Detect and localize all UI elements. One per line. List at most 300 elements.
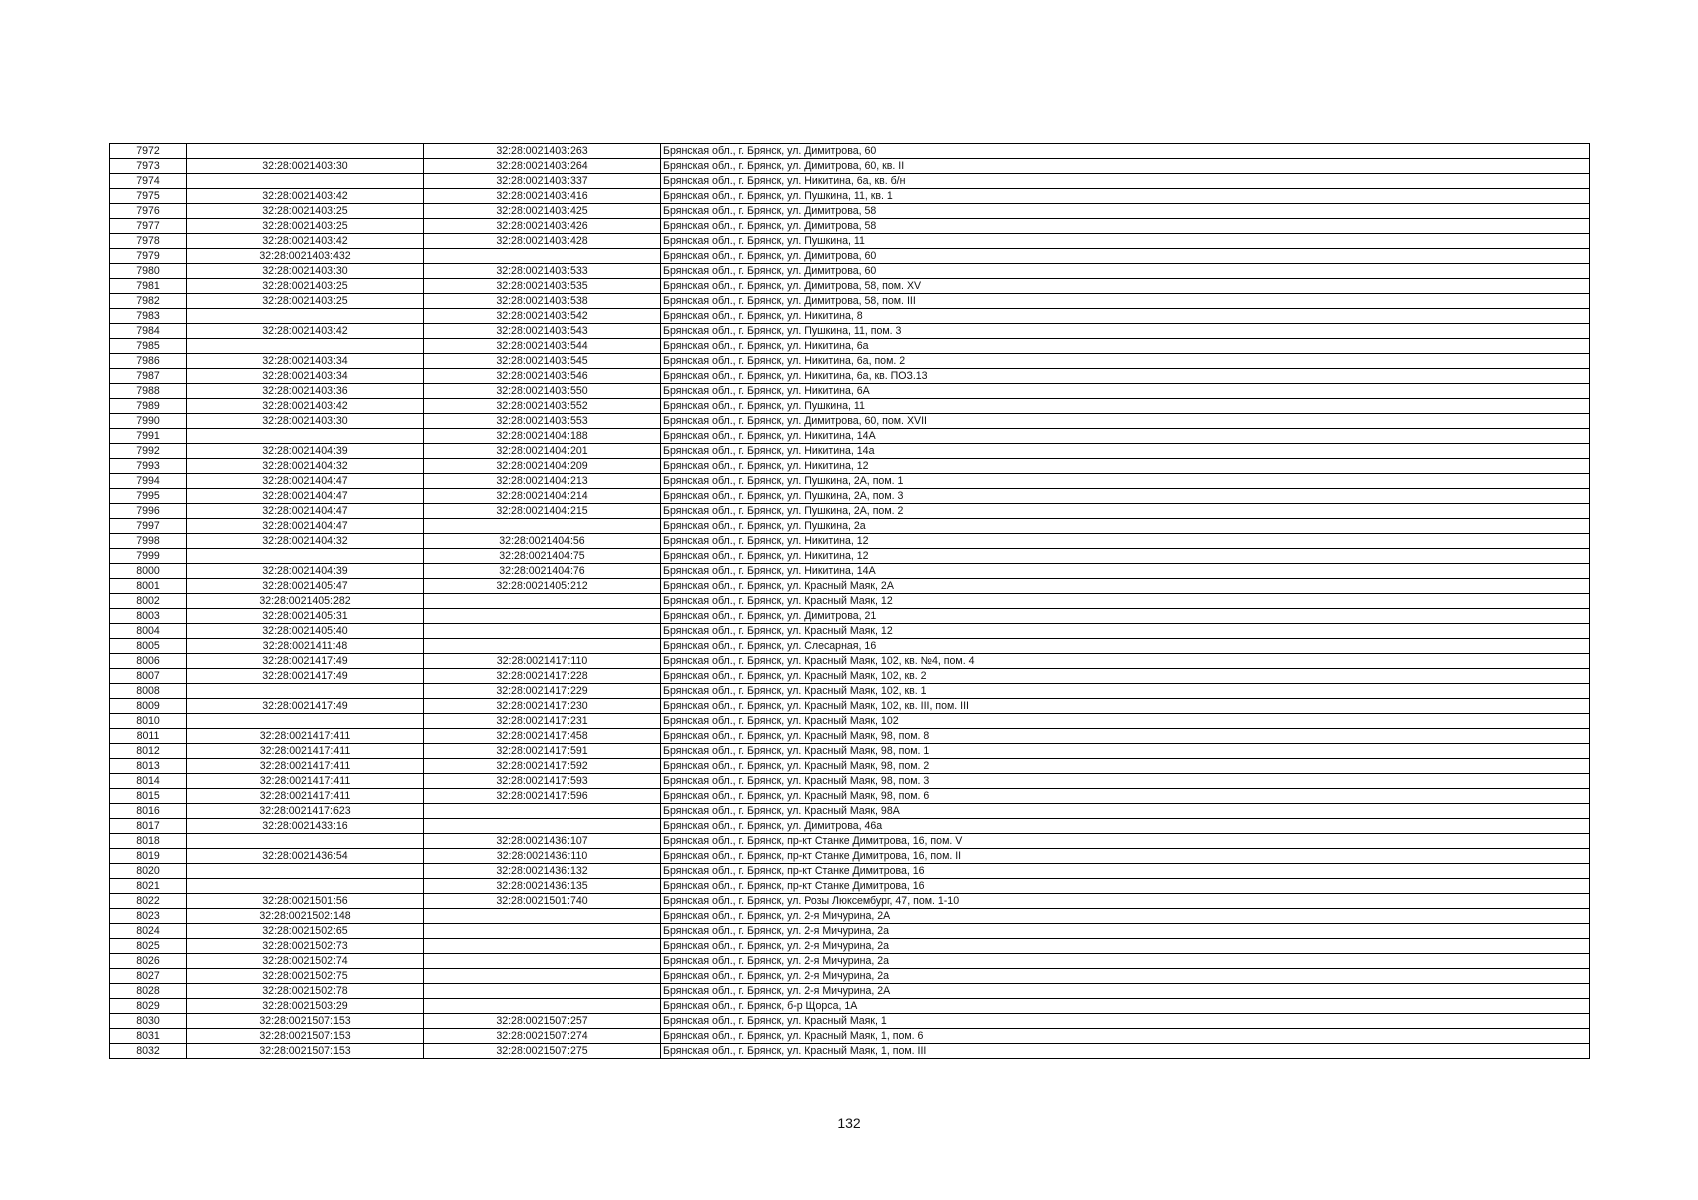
cadastral-number-cell: 32:28:0021403:426 (424, 219, 661, 234)
row-number-cell: 8010 (110, 714, 187, 729)
parent-cadastral-number-cell: 32:28:0021403:25 (187, 294, 424, 309)
parent-cadastral-number-cell (187, 549, 424, 564)
table-row (110, 474, 1590, 489)
cadastral-number-cell: 32:28:0021403:263 (424, 144, 661, 159)
row-number-cell: 7997 (110, 519, 187, 534)
cadastral-number-cell: 32:28:0021403:425 (424, 204, 661, 219)
parent-cadastral-number-cell: 32:28:0021405:47 (187, 579, 424, 594)
table-row (110, 744, 1590, 759)
address-cell: Брянская обл., г. Брянск, ул. Красный Маяк, 102, кв. 2 (661, 669, 1590, 684)
row-number-cell: 8018 (110, 834, 187, 849)
address-cell: Брянская обл., г. Брянск, ул. Димитрова, 60, кв. II (661, 159, 1590, 174)
page-number: 132 (837, 1115, 861, 1131)
row-number-cell: 7972 (110, 144, 187, 159)
parent-cadastral-number-cell (187, 864, 424, 879)
address-cell: Брянская обл., г. Брянск, ул. Димитрова, 60, пом. XVII (661, 414, 1590, 429)
parent-cadastral-number-cell: 32:28:0021507:153 (187, 1044, 424, 1059)
row-number-cell: 7973 (110, 159, 187, 174)
cadastral-number-cell: 32:28:0021436:110 (424, 849, 661, 864)
address-cell: Брянская обл., г. Брянск, ул. Красный Маяк, 98, пом. 8 (661, 729, 1590, 744)
table-row (110, 594, 1590, 609)
row-number-cell: 7986 (110, 354, 187, 369)
table-row (110, 444, 1590, 459)
row-number-cell: 7992 (110, 444, 187, 459)
table-row (110, 1044, 1590, 1059)
address-cell: Брянская обл., г. Брянск, ул. Никитина, 12 (661, 549, 1590, 564)
cadastral-number-cell (424, 924, 661, 939)
row-number-cell: 7978 (110, 234, 187, 249)
address-cell: Брянская обл., г. Брянск, ул. Никитина, 6а, пом. 2 (661, 354, 1590, 369)
table-row (110, 279, 1590, 294)
address-cell: Брянская обл., г. Брянск, ул. Димитрова, 60 (661, 264, 1590, 279)
parent-cadastral-number-cell: 32:28:0021502:148 (187, 909, 424, 924)
cadastral-number-cell: 32:28:0021501:740 (424, 894, 661, 909)
table-row (110, 1014, 1590, 1029)
table-row (110, 234, 1590, 249)
table-row (110, 294, 1590, 309)
address-cell: Брянская обл., г. Брянск, пр-кт Станке Димитрова, 16 (661, 864, 1590, 879)
row-number-cell: 7977 (110, 219, 187, 234)
row-number-cell: 7975 (110, 189, 187, 204)
address-cell: Брянская обл., г. Брянск, ул. 2-я Мичурина, 2а (661, 924, 1590, 939)
parent-cadastral-number-cell: 32:28:0021417:411 (187, 759, 424, 774)
table-row (110, 894, 1590, 909)
parent-cadastral-number-cell: 32:28:0021404:39 (187, 444, 424, 459)
cadastral-number-cell: 32:28:0021404:214 (424, 489, 661, 504)
table-row (110, 639, 1590, 654)
address-cell: Брянская обл., г. Брянск, ул. Красный Маяк, 98, пом. 2 (661, 759, 1590, 774)
table-row (110, 879, 1590, 894)
parent-cadastral-number-cell: 32:28:0021417:49 (187, 669, 424, 684)
table-row (110, 669, 1590, 684)
cadastral-number-cell (424, 639, 661, 654)
row-number-cell: 8015 (110, 789, 187, 804)
parent-cadastral-number-cell: 32:28:0021403:42 (187, 234, 424, 249)
parent-cadastral-number-cell: 32:28:0021403:30 (187, 159, 424, 174)
address-cell: Брянская обл., г. Брянск, ул. Красный Маяк, 102, кв. III, пом. III (661, 699, 1590, 714)
parent-cadastral-number-cell: 32:28:0021404:39 (187, 564, 424, 579)
table-row (110, 384, 1590, 399)
address-cell: Брянская обл., г. Брянск, ул. Никитина, 14А (661, 429, 1590, 444)
table-row (110, 729, 1590, 744)
table-row (110, 984, 1590, 999)
address-cell: Брянская обл., г. Брянск, ул. Никитина, 8 (661, 309, 1590, 324)
cadastral-number-cell: 32:28:0021404:215 (424, 504, 661, 519)
table-row (110, 219, 1590, 234)
row-number-cell: 8007 (110, 669, 187, 684)
table-row (110, 369, 1590, 384)
row-number-cell: 7979 (110, 249, 187, 264)
row-number-cell: 8032 (110, 1044, 187, 1059)
address-cell: Брянская обл., г. Брянск, ул. Пушкина, 11, кв. 1 (661, 189, 1590, 204)
table-row (110, 414, 1590, 429)
table-row (110, 399, 1590, 414)
address-cell: Брянская обл., г. Брянск, ул. Красный Маяк, 98, пом. 3 (661, 774, 1590, 789)
cadastral-number-cell (424, 594, 661, 609)
cadastral-number-cell: 32:28:0021436:135 (424, 879, 661, 894)
table-row (110, 339, 1590, 354)
table-row (110, 834, 1590, 849)
cadastral-number-cell (424, 909, 661, 924)
address-cell: Брянская обл., г. Брянск, ул. Красный Маяк, 102, кв. 1 (661, 684, 1590, 699)
address-cell: Брянская обл., г. Брянск, ул. 2-я Мичурина, 2а (661, 969, 1590, 984)
table-row (110, 624, 1590, 639)
address-cell: Брянская обл., г. Брянск, ул. Пушкина, 11 (661, 234, 1590, 249)
parent-cadastral-number-cell: 32:28:0021404:47 (187, 489, 424, 504)
row-number-cell: 7985 (110, 339, 187, 354)
parent-cadastral-number-cell: 32:28:0021411:48 (187, 639, 424, 654)
parent-cadastral-number-cell: 32:28:0021403:25 (187, 204, 424, 219)
row-number-cell: 8001 (110, 579, 187, 594)
row-number-cell: 7991 (110, 429, 187, 444)
address-cell: Брянская обл., г. Брянск, ул. Пушкина, 11 (661, 399, 1590, 414)
parent-cadastral-number-cell: 32:28:0021404:47 (187, 474, 424, 489)
row-number-cell: 8008 (110, 684, 187, 699)
row-number-cell: 8006 (110, 654, 187, 669)
parent-cadastral-number-cell: 32:28:0021417:49 (187, 654, 424, 669)
cadastral-number-cell: 32:28:0021403:550 (424, 384, 661, 399)
row-number-cell: 8014 (110, 774, 187, 789)
cadastral-number-cell: 32:28:0021403:543 (424, 324, 661, 339)
row-number-cell: 7994 (110, 474, 187, 489)
parent-cadastral-number-cell: 32:28:0021502:73 (187, 939, 424, 954)
cadastral-number-cell: 32:28:0021507:275 (424, 1044, 661, 1059)
parent-cadastral-number-cell: 32:28:0021501:56 (187, 894, 424, 909)
row-number-cell: 8013 (110, 759, 187, 774)
address-cell: Брянская обл., г. Брянск, ул. Пушкина, 11, пом. 3 (661, 324, 1590, 339)
table-row (110, 699, 1590, 714)
parent-cadastral-number-cell: 32:28:0021417:623 (187, 804, 424, 819)
table-row (110, 819, 1590, 834)
cadastral-number-cell: 32:28:0021403:542 (424, 309, 661, 324)
parent-cadastral-number-cell: 32:28:0021417:411 (187, 744, 424, 759)
registry-table-body (110, 144, 1590, 1059)
table-row (110, 534, 1590, 549)
cadastral-number-cell (424, 969, 661, 984)
address-cell: Брянская обл., г. Брянск, ул. Никитина, 14а (661, 444, 1590, 459)
address-cell: Брянская обл., г. Брянск, ул. Никитина, 6а, кв. ПОЗ.13 (661, 369, 1590, 384)
row-number-cell: 8026 (110, 954, 187, 969)
cadastral-number-cell: 32:28:0021417:458 (424, 729, 661, 744)
cadastral-number-cell: 32:28:0021403:552 (424, 399, 661, 414)
address-cell: Брянская обл., г. Брянск, ул. Красный Маяк, 2А (661, 579, 1590, 594)
address-cell: Брянская обл., г. Брянск, ул. Красный Маяк, 102, кв. №4, пом. 4 (661, 654, 1590, 669)
cadastral-number-cell: 32:28:0021403:538 (424, 294, 661, 309)
parent-cadastral-number-cell: 32:28:0021404:47 (187, 504, 424, 519)
cadastral-number-cell (424, 954, 661, 969)
table-row (110, 204, 1590, 219)
cadastral-number-cell: 32:28:0021507:274 (424, 1029, 661, 1044)
row-number-cell: 8027 (110, 969, 187, 984)
parent-cadastral-number-cell: 32:28:0021404:47 (187, 519, 424, 534)
parent-cadastral-number-cell (187, 339, 424, 354)
table-row (110, 804, 1590, 819)
address-cell: Брянская обл., г. Брянск, ул. Димитрова, 58, пом. XV (661, 279, 1590, 294)
address-cell: Брянская обл., г. Брянск, ул. 2-я Мичурина, 2а (661, 939, 1590, 954)
cadastral-number-cell: 32:28:0021436:107 (424, 834, 661, 849)
address-cell: Брянская обл., г. Брянск, б-р Щорса, 1А (661, 999, 1590, 1014)
parent-cadastral-number-cell: 32:28:0021405:40 (187, 624, 424, 639)
parent-cadastral-number-cell: 32:28:0021404:32 (187, 459, 424, 474)
parent-cadastral-number-cell: 32:28:0021403:30 (187, 264, 424, 279)
parent-cadastral-number-cell: 32:28:0021503:29 (187, 999, 424, 1014)
row-number-cell: 8023 (110, 909, 187, 924)
row-number-cell: 7990 (110, 414, 187, 429)
parent-cadastral-number-cell: 32:28:0021417:411 (187, 729, 424, 744)
address-cell: Брянская обл., г. Брянск, ул. Димитрова, 60 (661, 249, 1590, 264)
cadastral-number-cell: 32:28:0021403:416 (424, 189, 661, 204)
row-number-cell: 8029 (110, 999, 187, 1014)
address-cell: Брянская обл., г. Брянск, ул. Никитина, 6А (661, 384, 1590, 399)
table-row (110, 549, 1590, 564)
parent-cadastral-number-cell: 32:28:0021403:42 (187, 189, 424, 204)
address-cell: Брянская обл., г. Брянск, ул. Розы Люксембург, 47, пом. 1-10 (661, 894, 1590, 909)
address-cell: Брянская обл., г. Брянск, ул. Красный Маяк, 98А (661, 804, 1590, 819)
address-cell: Брянская обл., г. Брянск, ул. Димитрова, 21 (661, 609, 1590, 624)
row-number-cell: 8022 (110, 894, 187, 909)
row-number-cell: 7981 (110, 279, 187, 294)
parent-cadastral-number-cell: 32:28:0021405:282 (187, 594, 424, 609)
parent-cadastral-number-cell: 32:28:0021502:74 (187, 954, 424, 969)
table-row (110, 144, 1590, 159)
parent-cadastral-number-cell: 32:28:0021403:30 (187, 414, 424, 429)
table-row (110, 609, 1590, 624)
cadastral-number-cell: 32:28:0021417:596 (424, 789, 661, 804)
table-row (110, 564, 1590, 579)
cadastral-number-cell (424, 609, 661, 624)
parent-cadastral-number-cell: 32:28:0021403:25 (187, 279, 424, 294)
cadastral-number-cell: 32:28:0021405:212 (424, 579, 661, 594)
cadastral-number-cell: 32:28:0021417:592 (424, 759, 661, 774)
parent-cadastral-number-cell: 32:28:0021403:34 (187, 354, 424, 369)
parent-cadastral-number-cell: 32:28:0021507:153 (187, 1029, 424, 1044)
cadastral-number-cell: 32:28:0021404:209 (424, 459, 661, 474)
cadastral-number-cell: 32:28:0021404:213 (424, 474, 661, 489)
row-number-cell: 7980 (110, 264, 187, 279)
table-row (110, 774, 1590, 789)
table-row (110, 909, 1590, 924)
row-number-cell: 8030 (110, 1014, 187, 1029)
cadastral-number-cell (424, 984, 661, 999)
cadastral-number-cell (424, 939, 661, 954)
address-cell: Брянская обл., г. Брянск, ул. Красный Маяк, 12 (661, 594, 1590, 609)
address-cell: Брянская обл., г. Брянск, ул. Димитрова, 46а (661, 819, 1590, 834)
row-number-cell: 7993 (110, 459, 187, 474)
row-number-cell: 8011 (110, 729, 187, 744)
table-row (110, 999, 1590, 1014)
table-row (110, 684, 1590, 699)
parent-cadastral-number-cell (187, 879, 424, 894)
address-cell: Брянская обл., г. Брянск, ул. 2-я Мичурина, 2А (661, 909, 1590, 924)
address-cell: Брянская обл., г. Брянск, ул. Димитрова, 58, пом. III (661, 294, 1590, 309)
address-cell: Брянская обл., г. Брянск, ул. Димитрова, 58 (661, 219, 1590, 234)
row-number-cell: 7983 (110, 309, 187, 324)
table-row (110, 504, 1590, 519)
parent-cadastral-number-cell: 32:28:0021403:36 (187, 384, 424, 399)
parent-cadastral-number-cell (187, 309, 424, 324)
parent-cadastral-number-cell: 32:28:0021502:65 (187, 924, 424, 939)
row-number-cell: 8031 (110, 1029, 187, 1044)
cadastral-number-cell: 32:28:0021403:544 (424, 339, 661, 354)
parent-cadastral-number-cell (187, 144, 424, 159)
cadastral-number-cell (424, 519, 661, 534)
cadastral-number-cell: 32:28:0021507:257 (424, 1014, 661, 1029)
address-cell: Брянская обл., г. Брянск, ул. Красный Маяк, 12 (661, 624, 1590, 639)
table-row (110, 789, 1590, 804)
row-number-cell: 8000 (110, 564, 187, 579)
parent-cadastral-number-cell: 32:28:0021433:16 (187, 819, 424, 834)
cadastral-number-cell: 32:28:0021404:56 (424, 534, 661, 549)
cadastral-number-cell: 32:28:0021403:533 (424, 264, 661, 279)
cadastral-number-cell (424, 249, 661, 264)
address-cell: Брянская обл., г. Брянск, ул. Красный Маяк, 98, пом. 6 (661, 789, 1590, 804)
parent-cadastral-number-cell: 32:28:0021403:25 (187, 219, 424, 234)
cadastral-number-cell: 32:28:0021417:593 (424, 774, 661, 789)
row-number-cell: 7974 (110, 174, 187, 189)
row-number-cell: 8021 (110, 879, 187, 894)
row-number-cell: 7984 (110, 324, 187, 339)
address-cell: Брянская обл., г. Брянск, ул. Слесарная, 16 (661, 639, 1590, 654)
address-cell: Брянская обл., г. Брянск, ул. Красный Маяк, 1, пом. 6 (661, 1029, 1590, 1044)
address-cell: Брянская обл., г. Брянск, ул. Красный Маяк, 102 (661, 714, 1590, 729)
address-cell: Брянская обл., г. Брянск, ул. 2-я Мичурина, 2а (661, 954, 1590, 969)
parent-cadastral-number-cell: 32:28:0021403:42 (187, 324, 424, 339)
table-row (110, 519, 1590, 534)
cadastral-number-cell: 32:28:0021403:545 (424, 354, 661, 369)
address-cell: Брянская обл., г. Брянск, ул. 2-я Мичурина, 2А (661, 984, 1590, 999)
table-row (110, 309, 1590, 324)
table-row (110, 354, 1590, 369)
table-row (110, 489, 1590, 504)
table-row (110, 654, 1590, 669)
cadastral-number-cell: 32:28:0021436:132 (424, 864, 661, 879)
address-cell: Брянская обл., г. Брянск, пр-кт Станке Димитрова, 16 (661, 879, 1590, 894)
address-cell: Брянская обл., г. Брянск, ул. Красный Маяк, 1, пом. III (661, 1044, 1590, 1059)
address-cell: Брянская обл., г. Брянск, пр-кт Станке Димитрова, 16, пом. V (661, 834, 1590, 849)
table-row (110, 324, 1590, 339)
table-row (110, 714, 1590, 729)
parent-cadastral-number-cell: 32:28:0021417:49 (187, 699, 424, 714)
cadastral-number-cell: 32:28:0021403:428 (424, 234, 661, 249)
parent-cadastral-number-cell: 32:28:0021403:432 (187, 249, 424, 264)
cadastral-number-cell: 32:28:0021417:229 (424, 684, 661, 699)
parent-cadastral-number-cell (187, 714, 424, 729)
cadastral-number-cell: 32:28:0021403:546 (424, 369, 661, 384)
parent-cadastral-number-cell: 32:28:0021403:34 (187, 369, 424, 384)
parent-cadastral-number-cell: 32:28:0021502:78 (187, 984, 424, 999)
address-cell: Брянская обл., г. Брянск, ул. Никитина, 14А (661, 564, 1590, 579)
parent-cadastral-number-cell: 32:28:0021405:31 (187, 609, 424, 624)
row-number-cell: 7996 (110, 504, 187, 519)
address-cell: Брянская обл., г. Брянск, ул. Пушкина, 2а (661, 519, 1590, 534)
cadastral-number-cell (424, 624, 661, 639)
cadastral-number-cell: 32:28:0021404:75 (424, 549, 661, 564)
row-number-cell: 7999 (110, 549, 187, 564)
parent-cadastral-number-cell: 32:28:0021417:411 (187, 774, 424, 789)
table-row (110, 189, 1590, 204)
table-row (110, 429, 1590, 444)
registry-table (109, 143, 1590, 1059)
table-row (110, 939, 1590, 954)
row-number-cell: 7982 (110, 294, 187, 309)
row-number-cell: 8003 (110, 609, 187, 624)
address-cell: Брянская обл., г. Брянск, ул. Никитина, 12 (661, 534, 1590, 549)
cadastral-number-cell: 32:28:0021417:591 (424, 744, 661, 759)
parent-cadastral-number-cell: 32:28:0021417:411 (187, 789, 424, 804)
row-number-cell: 8020 (110, 864, 187, 879)
address-cell: Брянская обл., г. Брянск, ул. Пушкина, 2А, пом. 1 (661, 474, 1590, 489)
cadastral-number-cell: 32:28:0021404:76 (424, 564, 661, 579)
row-number-cell: 8002 (110, 594, 187, 609)
parent-cadastral-number-cell: 32:28:0021436:54 (187, 849, 424, 864)
cadastral-number-cell: 32:28:0021403:535 (424, 279, 661, 294)
table-row (110, 759, 1590, 774)
table-row (110, 864, 1590, 879)
cadastral-number-cell (424, 999, 661, 1014)
table-row (110, 954, 1590, 969)
table-row (110, 849, 1590, 864)
row-number-cell: 8024 (110, 924, 187, 939)
table-row (110, 969, 1590, 984)
address-cell: Брянская обл., г. Брянск, ул. Красный Маяк, 98, пом. 1 (661, 744, 1590, 759)
address-cell: Брянская обл., г. Брянск, ул. Димитрова, 58 (661, 204, 1590, 219)
cadastral-number-cell (424, 804, 661, 819)
table-row (110, 924, 1590, 939)
parent-cadastral-number-cell (187, 429, 424, 444)
cadastral-number-cell: 32:28:0021403:264 (424, 159, 661, 174)
row-number-cell: 8009 (110, 699, 187, 714)
row-number-cell: 8016 (110, 804, 187, 819)
row-number-cell: 8005 (110, 639, 187, 654)
row-number-cell: 7995 (110, 489, 187, 504)
table-row (110, 249, 1590, 264)
parent-cadastral-number-cell (187, 684, 424, 699)
cadastral-number-cell: 32:28:0021404:201 (424, 444, 661, 459)
table-row (110, 1029, 1590, 1044)
parent-cadastral-number-cell (187, 834, 424, 849)
address-cell: Брянская обл., г. Брянск, ул. Пушкина, 2А, пом. 2 (661, 504, 1590, 519)
table-row (110, 579, 1590, 594)
table-row (110, 159, 1590, 174)
address-cell: Брянская обл., г. Брянск, ул. Никитина, 12 (661, 459, 1590, 474)
row-number-cell: 8019 (110, 849, 187, 864)
row-number-cell: 8012 (110, 744, 187, 759)
row-number-cell: 7988 (110, 384, 187, 399)
table-row (110, 459, 1590, 474)
row-number-cell: 8004 (110, 624, 187, 639)
table-row (110, 174, 1590, 189)
parent-cadastral-number-cell: 32:28:0021507:153 (187, 1014, 424, 1029)
address-cell: Брянская обл., г. Брянск, ул. Никитина, 6а (661, 339, 1590, 354)
address-cell: Брянская обл., г. Брянск, пр-кт Станке Димитрова, 16, пом. II (661, 849, 1590, 864)
row-number-cell: 8017 (110, 819, 187, 834)
address-cell: Брянская обл., г. Брянск, ул. Димитрова, 60 (661, 144, 1590, 159)
row-number-cell: 8028 (110, 984, 187, 999)
row-number-cell: 7998 (110, 534, 187, 549)
cadastral-number-cell: 32:28:0021417:228 (424, 669, 661, 684)
row-number-cell: 7989 (110, 399, 187, 414)
cadastral-number-cell: 32:28:0021403:337 (424, 174, 661, 189)
row-number-cell: 7987 (110, 369, 187, 384)
row-number-cell: 7976 (110, 204, 187, 219)
row-number-cell: 8025 (110, 939, 187, 954)
cadastral-number-cell: 32:28:0021417:230 (424, 699, 661, 714)
address-cell: Брянская обл., г. Брянск, ул. Никитина, 6а, кв. б/н (661, 174, 1590, 189)
parent-cadastral-number-cell: 32:28:0021403:42 (187, 399, 424, 414)
address-cell: Брянская обл., г. Брянск, ул. Красный Маяк, 1 (661, 1014, 1590, 1029)
address-cell: Брянская обл., г. Брянск, ул. Пушкина, 2А, пом. 3 (661, 489, 1590, 504)
table-row (110, 264, 1590, 279)
